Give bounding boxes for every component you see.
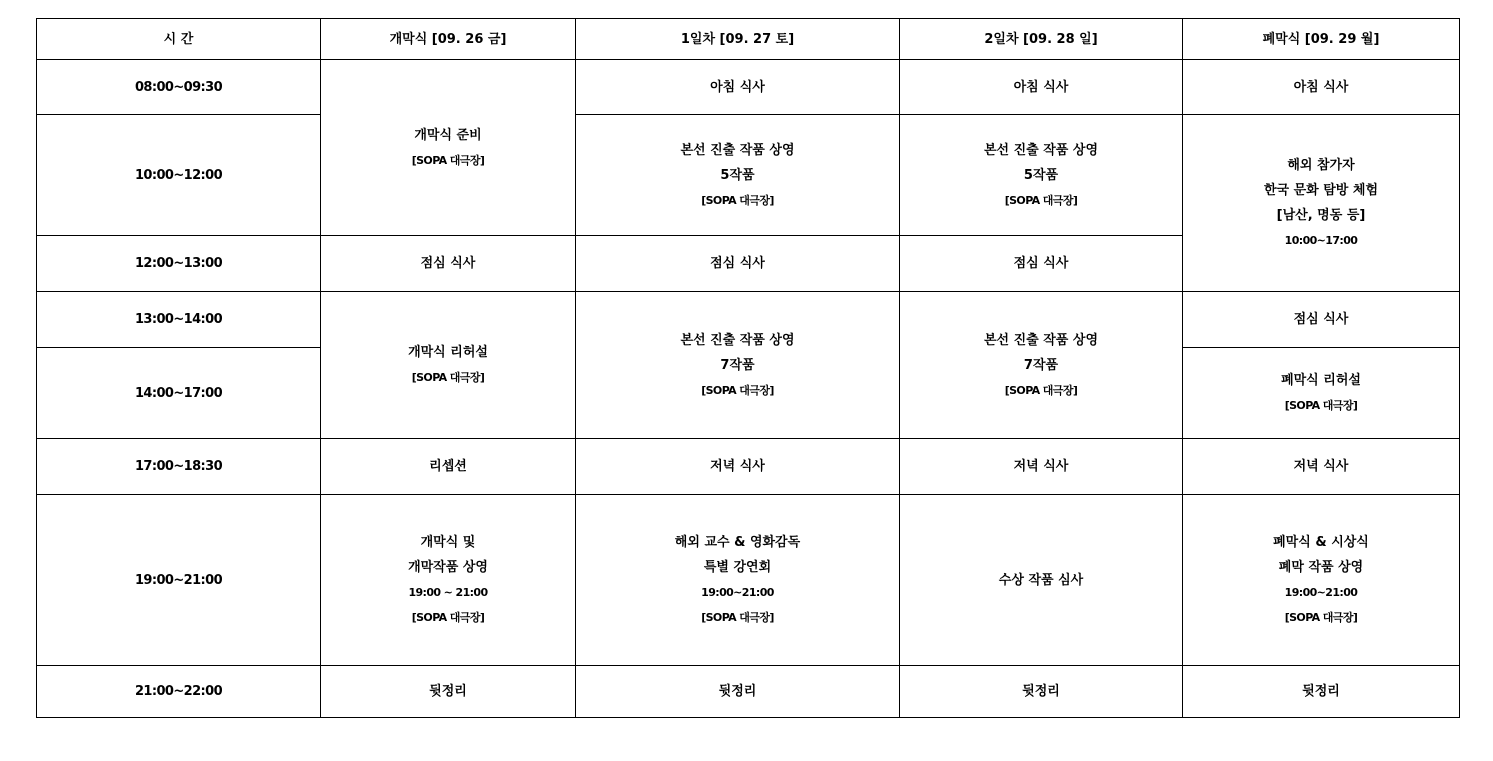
opening-rehearsal-label: 개막식 리허설 bbox=[408, 345, 488, 360]
table-row bbox=[37, 60, 1460, 115]
table-row bbox=[37, 666, 1460, 718]
time-cell: 17:00~18:30 bbox=[37, 439, 321, 495]
day1-dinner-cell: 저녁 식사 bbox=[576, 439, 900, 495]
venue-label: [SOPA 대극장] bbox=[1284, 399, 1358, 412]
schedule-table bbox=[36, 18, 1460, 718]
table-row bbox=[37, 292, 1460, 348]
closing-tour-cell bbox=[1183, 115, 1460, 292]
time-cell: 21:00~22:00 bbox=[37, 666, 321, 718]
closing-rehearsal-cell bbox=[1183, 348, 1460, 439]
header-opening: 개막식 [09. 26 금] bbox=[321, 19, 576, 60]
lecture-label-1: 해외 교수 & 영화감독 bbox=[674, 535, 801, 550]
event-time: 19:00~21:00 bbox=[701, 586, 774, 599]
venue-label: [SOPA 대극장] bbox=[1284, 611, 1358, 624]
table-row bbox=[37, 115, 1460, 236]
closing-ceremony-label: 폐막식 & 시상식 bbox=[1273, 535, 1369, 550]
header-time: 시 간 bbox=[37, 19, 321, 60]
closing-rehearsal-label: 폐막식 리허설 bbox=[1281, 373, 1361, 388]
day1-lecture-cell bbox=[576, 495, 900, 666]
closing-lunch-cell: 점심 식사 bbox=[1183, 292, 1460, 348]
tour-time: 10:00~17:00 bbox=[1284, 234, 1358, 247]
time-cell: 19:00~21:00 bbox=[37, 495, 321, 666]
venue-label: [SOPA 대극장] bbox=[411, 611, 485, 624]
venue-label: [SOPA 대극장] bbox=[701, 383, 774, 397]
venue-label: [SOPA 대극장] bbox=[1004, 193, 1078, 207]
tour-label-3: [남산, 명동 등] bbox=[1276, 208, 1366, 223]
venue-label: [SOPA 대극장] bbox=[701, 611, 774, 624]
opening-ceremony-label: 개막식 및 bbox=[420, 535, 476, 550]
screening-label: 본선 진출 작품 상영 bbox=[983, 332, 1099, 348]
day2-dinner-cell: 저녁 식사 bbox=[900, 439, 1183, 495]
time-cell: 14:00~17:00 bbox=[37, 348, 321, 439]
time-cell: 10:00~12:00 bbox=[37, 115, 321, 236]
time-cell: 08:00~09:30 bbox=[37, 60, 321, 115]
day2-judging-cell: 수상 작품 심사 bbox=[900, 495, 1183, 666]
venue-label: [SOPA 대극장] bbox=[411, 371, 485, 384]
day2-breakfast-cell: 아침 식사 bbox=[900, 60, 1183, 115]
opening-screening-label: 개막작품 상영 bbox=[408, 560, 488, 575]
screening-label: 본선 진출 작품 상영 bbox=[680, 142, 795, 158]
time-cell: 13:00~14:00 bbox=[37, 292, 321, 348]
works-count: 5작품 bbox=[720, 167, 755, 183]
day2-lunch-cell: 점심 식사 bbox=[900, 236, 1183, 292]
screening-label: 본선 진출 작품 상영 bbox=[680, 332, 795, 348]
event-time: 19:00~21:00 bbox=[1284, 586, 1358, 599]
opening-prep-cell bbox=[321, 60, 576, 236]
event-time: 19:00 ~ 21:00 bbox=[408, 586, 488, 599]
tour-label-2: 한국 문화 탐방 체험 bbox=[1263, 183, 1379, 198]
header-closing: 폐막식 [09. 29 월] bbox=[1183, 19, 1460, 60]
closing-screening-label: 폐막 작품 상영 bbox=[1278, 560, 1364, 575]
closing-cleanup-cell: 뒷정리 bbox=[1183, 666, 1460, 718]
works-count: 7작품 bbox=[720, 357, 755, 373]
opening-cleanup-cell: 뒷정리 bbox=[321, 666, 576, 718]
lecture-label-2: 특별 강연회 bbox=[703, 560, 772, 575]
opening-ceremony-cell bbox=[321, 495, 576, 666]
closing-breakfast-cell: 아침 식사 bbox=[1183, 60, 1460, 115]
day1-screening-cell-2 bbox=[576, 292, 900, 439]
opening-lunch-cell: 점심 식사 bbox=[321, 236, 576, 292]
closing-ceremony-cell bbox=[1183, 495, 1460, 666]
opening-prep-label: 개막식 준비 bbox=[414, 127, 482, 143]
header-day2: 2일차 [09. 28 일] bbox=[900, 19, 1183, 60]
venue-label: [SOPA 대극장] bbox=[1004, 383, 1078, 397]
venue-label: [SOPA 대극장] bbox=[701, 193, 774, 207]
day2-cleanup-cell: 뒷정리 bbox=[900, 666, 1183, 718]
works-count: 7작품 bbox=[1023, 357, 1059, 373]
table-row bbox=[37, 495, 1460, 666]
opening-reception-cell: 리셉션 bbox=[321, 439, 576, 495]
header-day1: 1일차 [09. 27 토] bbox=[576, 19, 900, 60]
tour-label-1: 해외 참가자 bbox=[1287, 158, 1355, 173]
day2-screening-cell-2 bbox=[900, 292, 1183, 439]
venue-label: [SOPA 대극장] bbox=[411, 153, 485, 167]
day1-cleanup-cell: 뒷정리 bbox=[576, 666, 900, 718]
time-cell: 12:00~13:00 bbox=[37, 236, 321, 292]
day1-screening-cell bbox=[576, 115, 900, 236]
day1-lunch-cell: 점심 식사 bbox=[576, 236, 900, 292]
table-row bbox=[37, 439, 1460, 495]
opening-rehearsal-cell bbox=[321, 292, 576, 439]
closing-dinner-cell: 저녁 식사 bbox=[1183, 439, 1460, 495]
screening-label: 본선 진출 작품 상영 bbox=[983, 142, 1099, 158]
day1-breakfast-cell: 아침 식사 bbox=[576, 60, 900, 115]
header-row bbox=[37, 19, 1460, 60]
day2-screening-cell bbox=[900, 115, 1183, 236]
works-count: 5작품 bbox=[1023, 167, 1059, 183]
